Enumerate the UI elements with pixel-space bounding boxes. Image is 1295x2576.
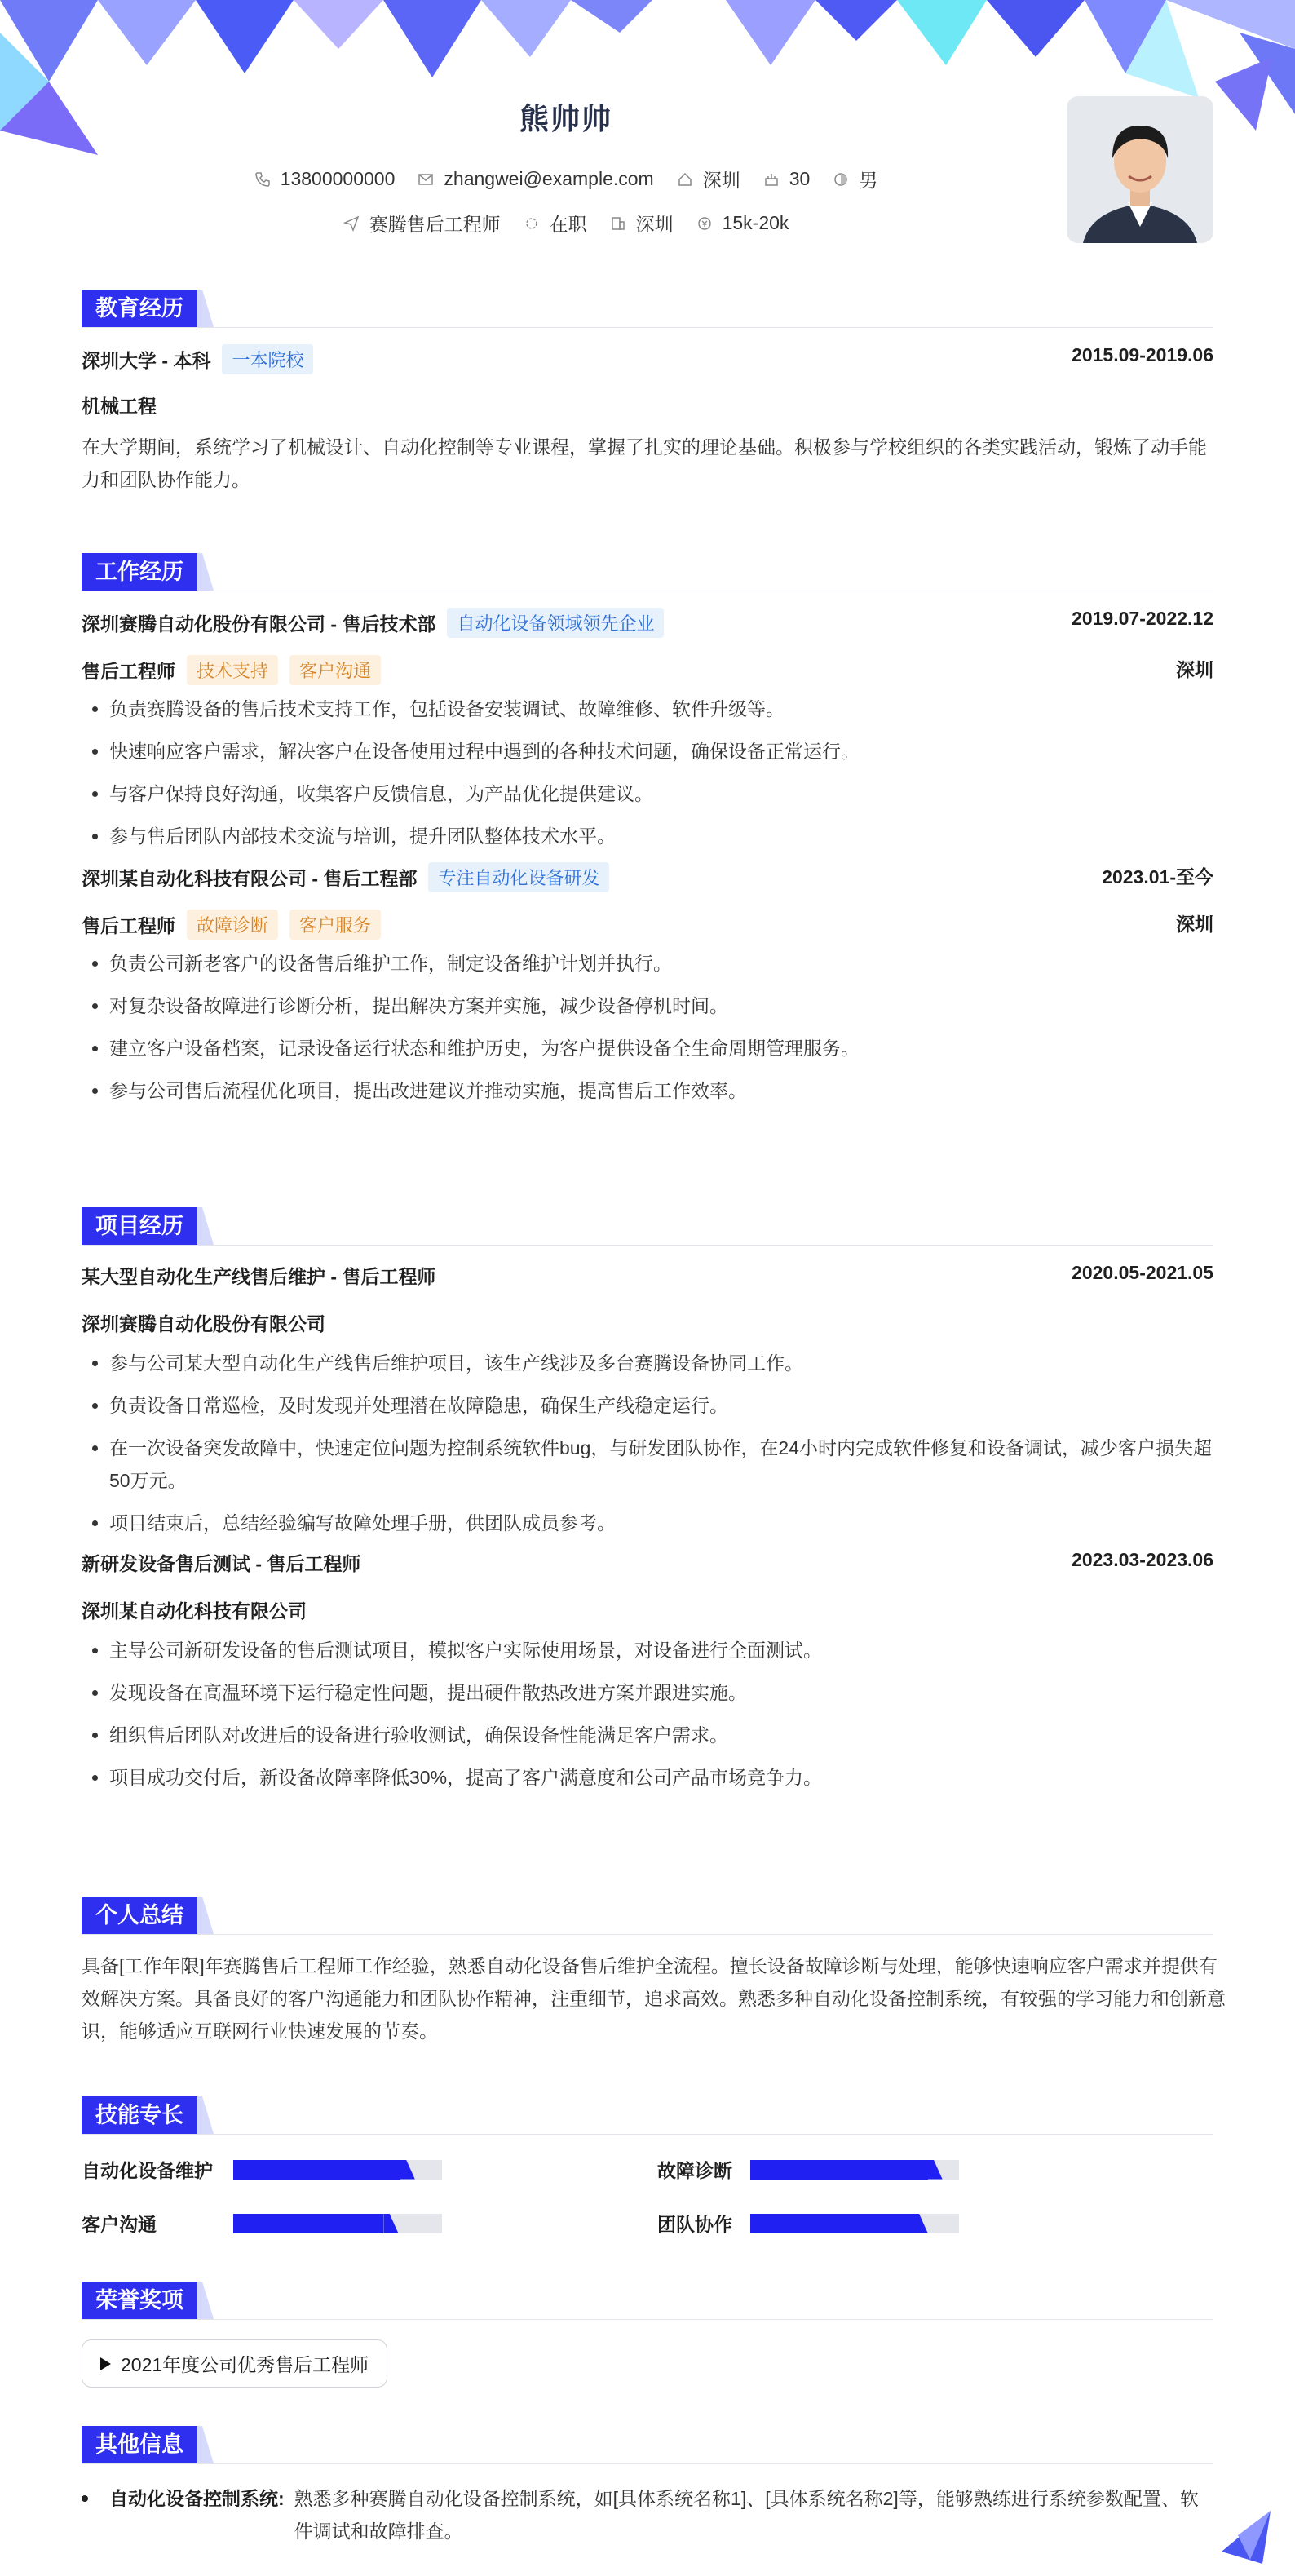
gender-icon: [833, 171, 849, 188]
work-bullets: [82, 693, 1213, 852]
skill-item: [657, 2210, 959, 2237]
school-tag: 一本院校: [222, 344, 313, 374]
section-title-work: 工作经历: [82, 553, 197, 591]
role-title: 售后工程师: [82, 915, 175, 936]
role-tag: 客户服务: [289, 910, 381, 940]
salary-icon: [696, 215, 713, 232]
company-name: 深圳赛腾自动化股份有限公司 - 售后技术部: [82, 613, 436, 635]
work-role-row: [82, 910, 1213, 942]
skill-name: 故障诊断: [657, 2160, 732, 2181]
section-title-awards: 荣誉奖项: [82, 2282, 197, 2319]
age-icon: [763, 171, 780, 188]
intent-salary: 15k-20k: [696, 210, 789, 237]
section-title-skills: 技能专长: [82, 2096, 197, 2134]
other-key: 自动化设备控制系统:: [109, 2488, 285, 2509]
list-item: • 发现设备在高温环境下运行稳定性问题，提出硬件散热改进方案并跟进实施。: [109, 1676, 1213, 1709]
summary-text: 具备[工作年限]年赛腾售后工程师工作经验，熟悉自动化设备售后维护全流程。擅长设备故障诊断与处理，能够快速响应客户需求并提供有效解决方案。具备良好的客户沟通能力和团队协作精神，注重细节，追求高效。熟悉多种自动化设备控制系统，有较强的学习能力和创新意识，能够适应互联网行业快速发展的节奏。: [82, 1955, 1226, 2042]
status-icon: [524, 215, 540, 232]
awards-section: [82, 2282, 1213, 2388]
work-section: [82, 553, 1213, 1117]
work-item-header: [82, 862, 1213, 895]
project-date: 2020.05-2021.05: [1072, 1262, 1213, 1283]
project-bullets: [82, 1347, 1213, 1539]
skill-bar-fill: [233, 2160, 400, 2180]
contact-row: [82, 166, 1050, 193]
project-name: 新研发设备售后测试 - 售后工程师: [82, 1553, 361, 1574]
skill-item: [657, 2156, 959, 2183]
skill-bar-notch: [913, 2214, 928, 2233]
skill-bar-fill: [233, 2214, 383, 2233]
list-item: • 负责赛腾设备的售后技术支持工作，包括设备安装调试、故障维修、软件升级等。: [109, 693, 1213, 725]
gender-info: 男: [833, 166, 877, 193]
section-title-summary: 个人总结: [82, 1897, 197, 1934]
skill-bar: [233, 2160, 442, 2180]
education-description: 在大学期间，系统学习了机械设计、自动化控制等专业课程，掌握了扎实的理论基础。积极参与学校组织的各类实践活动，锻炼了动手能力和团队协作能力。: [82, 436, 1207, 490]
decorative-corner: [1213, 2503, 1279, 2568]
project-name: 某大型自动化生产线售后维护 - 售后工程师: [82, 1266, 436, 1287]
list-item: • 项目成功交付后，新设备故障率降低30%，提高了客户满意度和公司产品市场竞争力。: [109, 1761, 1213, 1794]
list-item: • 项目结束后，总结经验编写故障处理手册，供团队成员参考。: [109, 1507, 1213, 1539]
skill-bar-notch: [928, 2160, 943, 2180]
skills-grid: [82, 2156, 1213, 2270]
work-date: 2019.07-2022.12: [1072, 608, 1213, 629]
email-info: zhangwei@example.com: [418, 166, 653, 193]
project-item-header: [82, 1549, 1213, 1582]
list-item: • 主导公司新研发设备的售后测试项目，模拟客户实际使用场景，对设备进行全面测试。: [109, 1634, 1213, 1666]
send-icon: [343, 215, 360, 232]
work-item-header: [82, 608, 1213, 640]
section-tail-shape: [197, 2426, 214, 2463]
section-title-other: 其他信息: [82, 2426, 197, 2463]
list-item: • 负责公司新老客户的设备售后维护工作，制定设备维护计划并执行。: [109, 947, 1213, 980]
skills-section: [82, 2096, 1213, 2270]
summary-section: [82, 1897, 1226, 2047]
role-tag: 故障诊断: [187, 910, 278, 940]
list-item: • 在一次设备突发故障中，快速定位问题为控制系统软件bug，与研发团队协作，在24小时内完成软件修复和设备调试，减少客户损失超50万元。: [109, 1432, 1213, 1497]
work-role-row: [82, 655, 1213, 688]
list-item: • 负责设备日常巡检，及时发现并处理潜在故障隐患，确保生产线稳定运行。: [109, 1389, 1213, 1422]
list-item: • 参与公司售后流程优化项目，提出改进建议并推动实施，提高售后工作效率。: [109, 1074, 1213, 1107]
skill-name: 团队协作: [657, 2214, 732, 2235]
section-tail-shape: [197, 1207, 214, 1245]
section-tail-shape: [197, 2096, 214, 2134]
work-date: 2023.01-至今: [1102, 866, 1213, 887]
skill-item: [82, 2210, 442, 2237]
projects-section: [82, 1207, 1213, 1804]
other-item: [82, 2482, 1213, 2547]
job-intent-row: [82, 210, 1050, 237]
intent-city: 深圳: [610, 210, 674, 237]
skill-item: [82, 2156, 442, 2183]
skill-bar: [750, 2160, 959, 2180]
list-item: • 快速响应客户需求，解决客户在设备使用过程中遇到的各种技术问题，确保设备正常运行。: [109, 735, 1213, 768]
role-tag: 客户沟通: [289, 655, 381, 685]
list-item: • 建立客户设备档案，记录设备运行状态和维护历史，为客户提供设备全生命周期管理服务。: [109, 1032, 1213, 1064]
intent-position: 赛腾售后工程师: [343, 210, 501, 237]
avatar-image: [1067, 96, 1213, 243]
section-title-education: 教育经历: [82, 290, 197, 327]
intent-status: 在职: [524, 210, 587, 237]
company-name: 深圳某自动化科技有限公司 - 售后工程部: [82, 868, 418, 889]
work-city: 深圳: [1176, 914, 1213, 935]
section-title-projects: 项目经历: [82, 1207, 197, 1245]
other-section: [82, 2426, 1213, 2547]
skill-bar: [233, 2214, 442, 2233]
building-icon: [610, 215, 626, 232]
education-date: 2015.09-2019.06: [1072, 344, 1213, 365]
list-item: • 参与公司某大型自动化生产线售后维护项目，该生产线涉及多台赛腾设备协同工作。: [109, 1347, 1213, 1379]
project-org: 深圳赛腾自动化股份有限公司: [82, 1313, 325, 1334]
award-name: 2021年度公司优秀售后工程师: [121, 2354, 369, 2375]
award-item[interactable]: [82, 2339, 387, 2388]
education-row: [82, 344, 1213, 377]
candidate-name: 熊帅帅: [519, 102, 612, 135]
skill-name: 客户沟通: [82, 2214, 157, 2235]
list-item: • 组织售后团队对改进后的设备进行验收测试，确保设备性能满足客户需求。: [109, 1719, 1213, 1751]
project-item-header: [82, 1262, 1213, 1295]
skill-bar-notch: [400, 2160, 415, 2180]
project-org: 深圳某自动化科技有限公司: [82, 1600, 307, 1622]
list-item: • 对复杂设备故障进行诊断分析，提出解决方案并实施，减少设备停机时间。: [109, 989, 1213, 1022]
section-tail-shape: [197, 290, 214, 327]
skill-bar-fill: [750, 2160, 928, 2180]
school-name: 深圳大学 - 本科: [82, 350, 211, 371]
work-city: 深圳: [1176, 659, 1213, 680]
section-tail-shape: [197, 2282, 214, 2319]
role-tag: 技术支持: [187, 655, 278, 685]
mail-icon: [418, 171, 434, 188]
skill-bar-notch: [383, 2214, 398, 2233]
education-section: [82, 290, 1213, 496]
location-info: 深圳: [677, 166, 740, 193]
work-bullets: [82, 947, 1213, 1107]
role-title: 售后工程师: [82, 661, 175, 682]
project-date: 2023.03-2023.06: [1072, 1549, 1213, 1570]
age-info: 30: [763, 166, 811, 193]
skill-bar: [750, 2214, 959, 2233]
play-triangle-icon: [100, 2357, 111, 2370]
skill-bar-fill: [750, 2214, 913, 2233]
company-tag: 自动化设备领域领先企业: [447, 608, 664, 638]
project-bullets: [82, 1634, 1213, 1794]
profile-photo: [1067, 96, 1213, 243]
major: 机械工程: [82, 396, 157, 417]
skill-name: 自动化设备维护: [82, 2160, 213, 2181]
phone-info: 13800000000: [254, 166, 396, 193]
section-tail-shape: [197, 1897, 214, 1934]
section-tail-shape: [197, 553, 214, 591]
home-icon: [677, 171, 693, 188]
phone-icon: [254, 171, 271, 188]
other-value: 熟悉多种赛腾自动化设备控制系统，如[具体系统名称1]、[具体系统名称2]等，能够熟练进行系统参数配置、软件调试和故障排查。: [294, 2488, 1199, 2542]
company-tag: 专注自动化设备研发: [428, 862, 609, 892]
list-item: • 与客户保持良好沟通，收集客户反馈信息，为产品优化提供建议。: [109, 777, 1213, 810]
list-item: • 参与售后团队内部技术交流与培训，提升团队整体技术水平。: [109, 820, 1213, 852]
